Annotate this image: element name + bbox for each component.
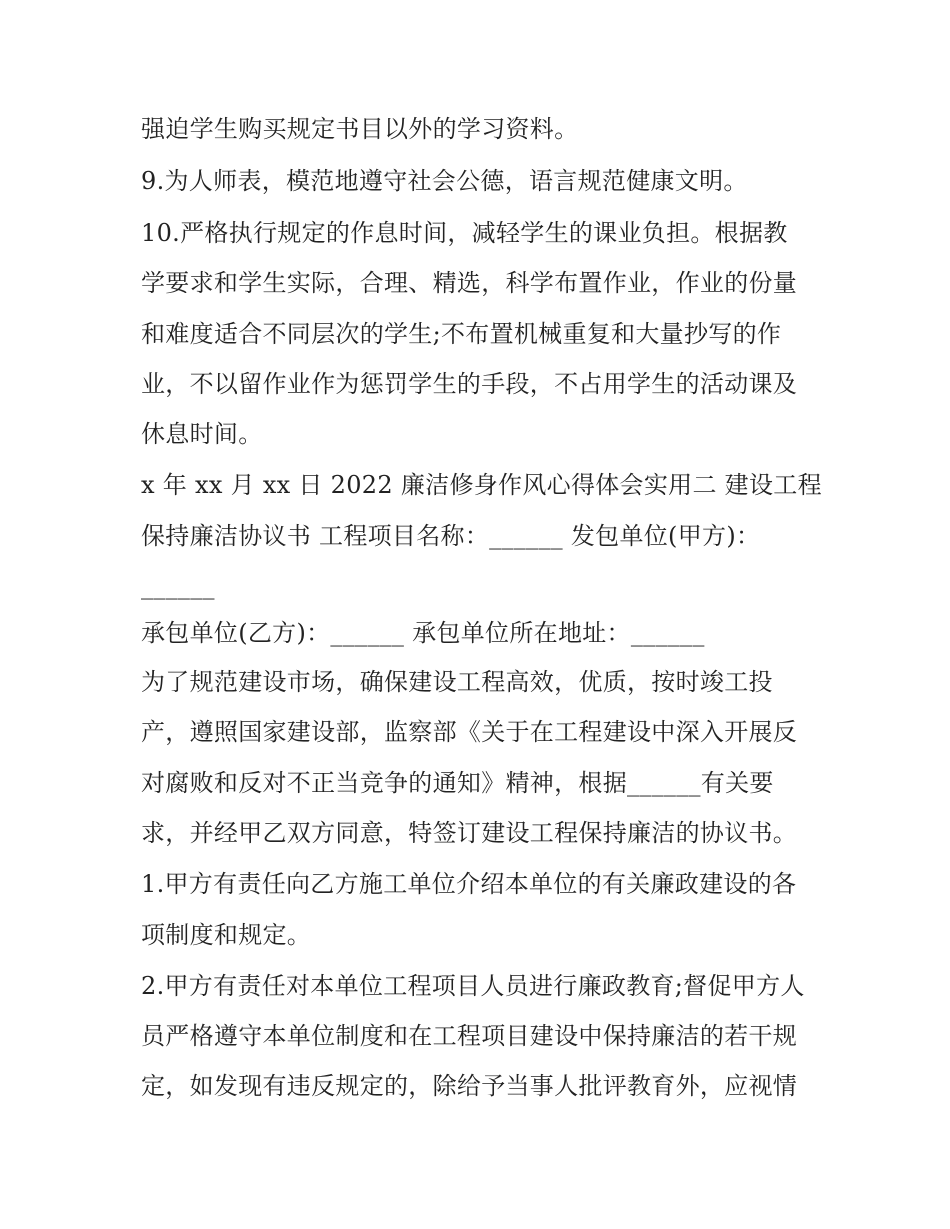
text-line: 定，如发现有违反规定的，除给予当事人批评教育外，应视情 (141, 1072, 798, 1100)
text-line: ______ (141, 572, 215, 600)
text-line: 2.甲方有责任对本单位工程项目人员进行廉政教育;督促甲方人 (141, 972, 805, 1000)
text-line: 强迫学生购买规定书目以外的学习资料。 (141, 115, 579, 143)
text-line: 产，遵照国家建设部，监察部《关于在工程建设中深入开展反 (141, 718, 798, 746)
text-line: 9.为人师表，模范地遵守社会公德，语言规范健康文明。 (141, 167, 748, 195)
text-line: 休息时间。 (141, 420, 263, 448)
text-line: x 年 xx 月 xx 日 2022 廉洁修身作风心得体会实用二 建设工程 (141, 471, 822, 499)
text-line: 求，并经甲乙双方同意，特签订建设工程保持廉洁的协议书。 (141, 819, 798, 847)
text-line: 学要求和学生实际，合理、精选，科学布置作业，作业的份量 (141, 269, 798, 297)
text-line: 员严格遵守本单位制度和在工程项目建设中保持廉洁的若干规 (141, 1022, 798, 1050)
text-line: 和难度适合不同层次的学生;不布置机械重复和大量抄写的作 (141, 320, 782, 348)
text-line: 10.严格执行规定的作息时间，减轻学生的课业负担。根据教 (141, 219, 788, 247)
text-line: 对腐败和反对不正当竞争的通知》精神，根据______有关要 (141, 769, 774, 797)
text-line: 保持廉洁协议书 工程项目名称：______ 发包单位(甲方)： (141, 522, 761, 550)
text-line: 业，不以留作业作为惩罚学生的手段，不占用学生的活动课及 (141, 370, 798, 398)
text-line: 承包单位(乙方)：______ 承包单位所在地址：______ (141, 619, 705, 647)
text-line: 项制度和规定。 (141, 921, 312, 949)
text-line: 为了规范建设市场，确保建设工程高效，优质，按时竣工投 (141, 668, 773, 696)
text-line: 1.甲方有责任向乙方施工单位介绍本单位的有关廉政建设的各 (141, 870, 797, 898)
